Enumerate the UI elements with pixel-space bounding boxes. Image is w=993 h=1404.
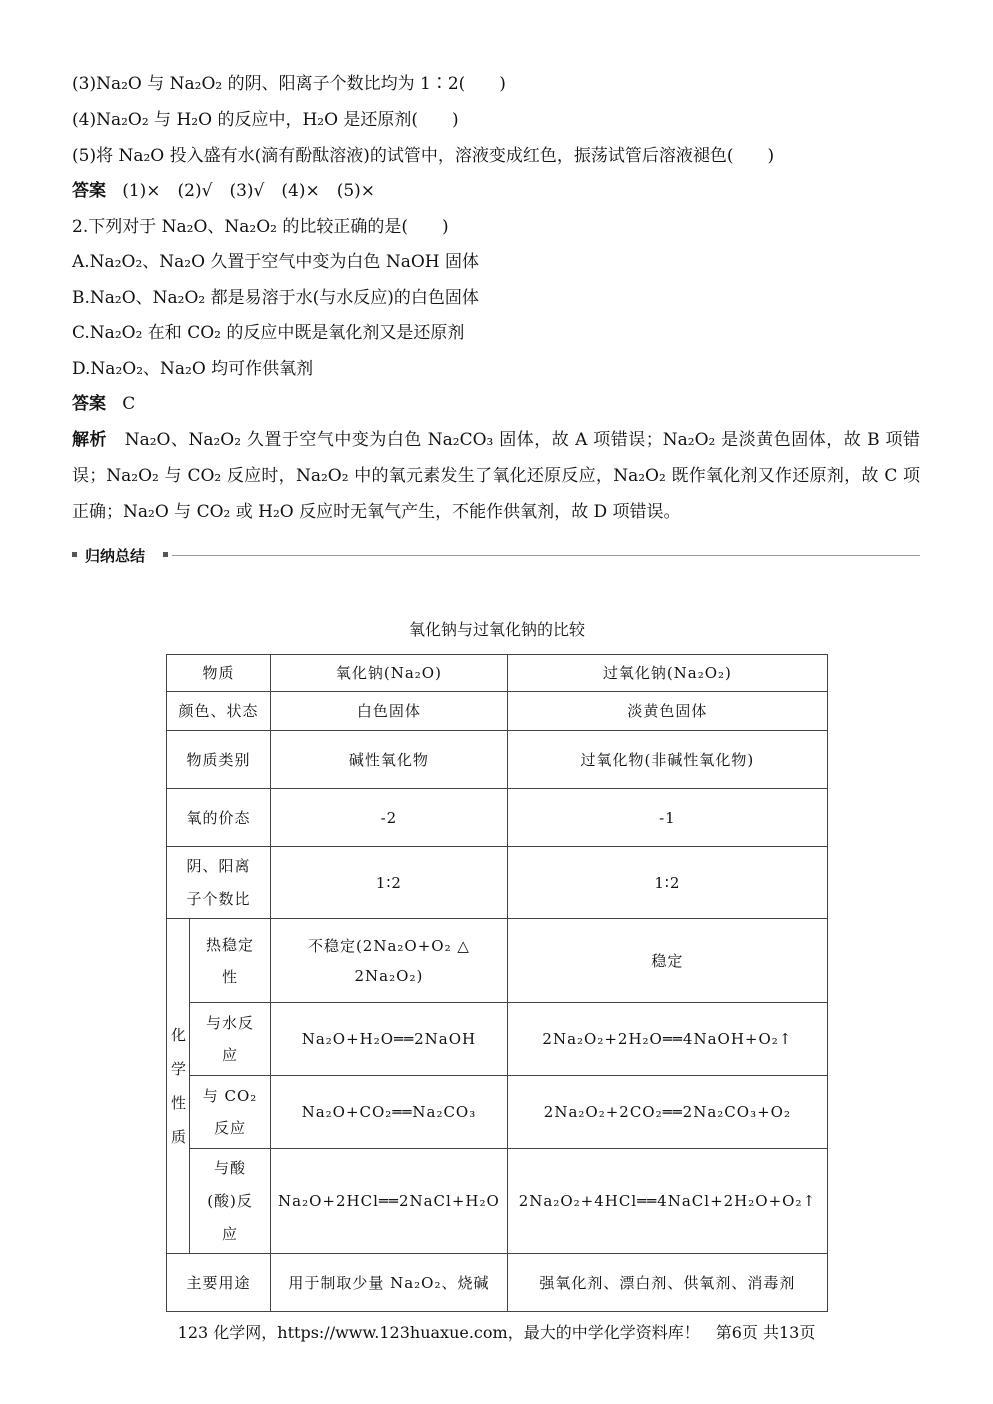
table-row (167, 847, 828, 919)
table-row (167, 1149, 828, 1254)
answer-1 (72, 179, 375, 203)
cell-na2o: 碱性氧化物 (271, 731, 508, 789)
table-title: 氧化钠与过氧化钠的比较 (408, 620, 585, 639)
statement-5: (5)将 Na₂O 投入盛有水(滴有酚酞溶液)的试管中，溶液变成红色，振荡试管后溶液褪色( ) (72, 146, 775, 166)
answer-text: C (122, 394, 136, 414)
analysis-text: Na₂O、Na₂O₂ 久置于空气中变为白色 Na₂CO₃ 固体，故 A 项错误；Na₂O₂ 是淡黄色固体，故 B 项错误；Na₂O₂ 与 CO₂ 反应时，Na₂O₂ 中的氧元素发生了氧化还原反应，Na₂O₂ 既作氧化剂又作还原剂，故 C 项正确；Na₂O 与 CO₂ 或 H₂O 反应时无氧气产生，不能作供氧剂，故 D 项错误。 (72, 430, 921, 522)
bullet-square-icon (72, 552, 77, 557)
cell-na2o: -2 (271, 789, 508, 847)
row-label-text: 与水反应 (206, 1014, 255, 1064)
header-substance: 物质 (167, 655, 271, 692)
row-label-text: 热稳定性 (206, 935, 255, 986)
table-row (167, 919, 828, 1003)
summary-heading: 归纳总结 (85, 547, 146, 565)
table-row (167, 1076, 828, 1149)
cell-na2o: 用于制取少量 Na₂O₂、烧碱 (271, 1254, 508, 1312)
cell-na2o2: 强氧化剂、漂白剂、供氧剂、消毒剂 (507, 1254, 827, 1312)
row-label (190, 1003, 271, 1076)
cell-na2o2: 过氧化物(非碱性氧化物) (507, 731, 827, 789)
cell-na2o2: 2Na₂O₂+4HCl══4NaCl+2H₂O+O₂↑ (507, 1149, 827, 1254)
summary-heading-bar (72, 545, 920, 567)
option-b: B.Na₂O、Na₂O₂ 都是易溶于水(与水反应)的白色固体 (72, 288, 479, 308)
bullet-square-icon (163, 552, 168, 557)
cell-na2o: Na₂O+2HCl══2NaCl+H₂O (271, 1149, 508, 1254)
row-label: 氧的价态 (167, 789, 271, 847)
cell-na2o: Na₂O+H₂O══2NaOH (271, 1003, 508, 1076)
answer-text: (1)× (2)√ (3)√ (4)× (5)× (122, 181, 376, 201)
cell-na2o: 1∶2 (271, 847, 508, 919)
chem-group-label (167, 919, 190, 1254)
divider (172, 555, 920, 556)
answer-2 (72, 392, 135, 416)
cell-na2o2: 淡黄色固体 (507, 692, 827, 731)
answer-label: 答案 (72, 181, 106, 201)
cell-na2o2: 稳定 (507, 919, 827, 1003)
page-footer: 123 化学网，https://www.123huaxue.com，最大的中学化学资料库！ 第6页 共13页 (177, 1323, 816, 1342)
table-row (167, 1254, 828, 1312)
cell-na2o (271, 919, 508, 1003)
statement-4: (4)Na₂O₂ 与 H₂O 的反应中，H₂O 是还原剂( ) (72, 110, 459, 130)
cell-na2o2: 2Na₂O₂+2CO₂══2Na₂CO₃+O₂ (507, 1076, 827, 1149)
row-label: 物质类别 (167, 731, 271, 789)
table-row (167, 1003, 828, 1076)
row-label (167, 847, 271, 919)
comparison-table (166, 654, 828, 1312)
table-row (167, 789, 828, 847)
row-label: 主要用途 (167, 1254, 271, 1312)
header-na2o2: 过氧化钠(Na₂O₂) (507, 655, 827, 692)
row-label: 颜色、状态 (167, 692, 271, 731)
answer-label: 答案 (72, 394, 106, 414)
cell-na2o2: 2Na₂O₂+2H₂O══4NaOH+O₂↑ (507, 1003, 827, 1076)
cell-na2o2: 1∶2 (507, 847, 827, 919)
table-row (167, 692, 828, 731)
option-d: D.Na₂O₂、Na₂O 均可作供氧剂 (72, 359, 314, 379)
row-label-text: 阴、阳离子个数比 (186, 856, 251, 908)
table-row (167, 731, 828, 789)
row-label (190, 919, 271, 1003)
table-header-row (167, 655, 828, 692)
cell-text: 不稳定(2Na₂O+O₂ △ 2Na₂O₂) (307, 936, 470, 985)
analysis (72, 422, 920, 530)
cell-na2o2: -1 (507, 789, 827, 847)
row-label (190, 1149, 271, 1254)
option-c: C.Na₂O₂ 在和 CO₂ 的反应中既是氧化剂又是还原剂 (72, 323, 465, 343)
header-na2o: 氧化钠(Na₂O) (271, 655, 508, 692)
statement-3: (3)Na₂O 与 Na₂O₂ 的阴、阳离子个数比均为 1∶2( ) (72, 74, 506, 94)
row-label (190, 1076, 271, 1149)
row-label-text: 与 CO₂ 反应 (202, 1087, 258, 1137)
option-a: A.Na₂O₂、Na₂O 久置于空气中变为白色 NaOH 固体 (72, 252, 480, 272)
question-2-stem: 2.下列对于 Na₂O、Na₂O₂ 的比较正确的是( ) (72, 217, 449, 237)
chem-group-label-text: 化学性质 (171, 1026, 188, 1146)
analysis-label: 解析 (72, 430, 107, 450)
cell-na2o: Na₂O+CO₂══Na₂CO₃ (271, 1076, 508, 1149)
row-label-text: 与酸(酸)反应 (207, 1158, 253, 1243)
cell-na2o: 白色固体 (271, 692, 508, 731)
